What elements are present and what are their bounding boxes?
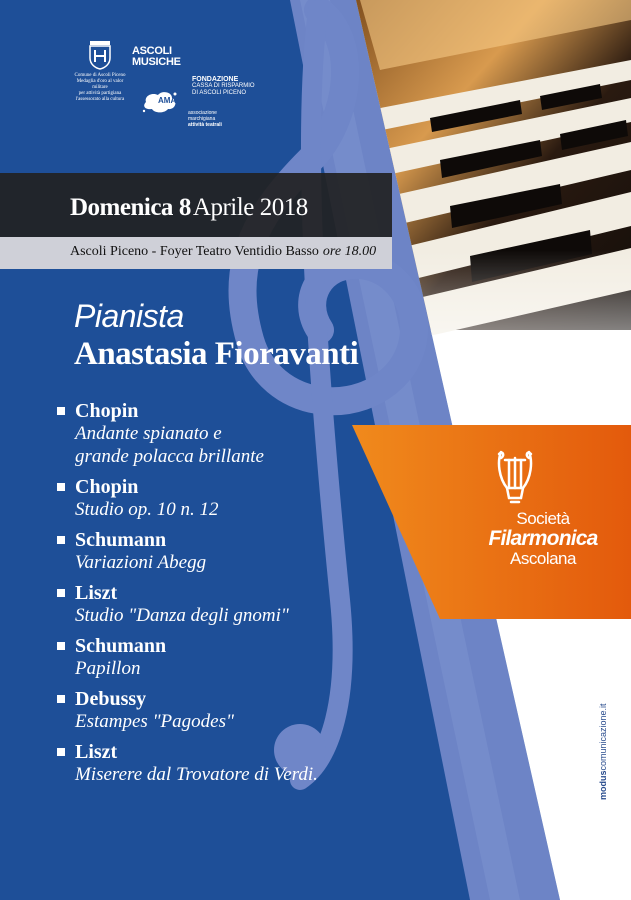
fondazione-logo xyxy=(192,76,255,97)
program-item xyxy=(57,741,318,786)
designer-credit xyxy=(598,703,608,800)
program-work: Studio op. 10 n. 12 xyxy=(75,499,219,520)
sponsor-logos xyxy=(70,40,260,140)
square-bullet-icon xyxy=(57,483,65,491)
square-bullet-icon xyxy=(57,536,65,544)
program-work: Papillon xyxy=(75,658,141,679)
ascoli-musiche-line-2: MUSICHE xyxy=(132,56,181,68)
amat-description xyxy=(188,110,222,128)
organizer-line-2: Filarmonica xyxy=(488,527,598,550)
square-bullet-icon xyxy=(57,589,65,597)
performer-name: Anastasia Fioravanti xyxy=(74,336,359,372)
square-bullet-icon xyxy=(57,695,65,703)
credit-rest: comunicazione.it xyxy=(598,703,608,771)
program-work: Variazioni Abegg xyxy=(75,552,207,573)
program-item xyxy=(57,400,318,468)
organizer-name xyxy=(458,510,628,568)
square-bullet-icon xyxy=(57,407,65,415)
program-composer: Schumann xyxy=(75,529,167,551)
square-bullet-icon xyxy=(57,642,65,650)
comune-medal: Medaglia d'oro al valor militare xyxy=(76,79,124,90)
fondazione-title: FONDAZIONE xyxy=(192,76,239,83)
program-work: Studio "Danza degli gnomi" xyxy=(75,605,289,626)
amat-desc-3: attività teatrali xyxy=(188,122,222,128)
program-work: Estampes "Pagodes" xyxy=(75,711,234,732)
program-work: Andante spianato e xyxy=(75,423,222,444)
event-day: Domenica xyxy=(70,194,173,221)
event-date xyxy=(70,194,308,222)
ascoli-musiche-logo xyxy=(132,46,181,68)
program-composer: Chopin xyxy=(75,400,139,422)
comune-logo xyxy=(70,40,130,103)
comune-name: Comune di Ascoli Piceno xyxy=(74,73,126,78)
event-year: 2018 xyxy=(259,194,308,221)
ascoli-musiche-line-1: ASCOLI xyxy=(132,45,172,57)
lyre-icon xyxy=(495,448,535,504)
amat-desc-1: associazione xyxy=(188,110,217,116)
event-date-number: 8 xyxy=(178,194,191,221)
event-venue xyxy=(70,244,376,260)
square-bullet-icon xyxy=(57,748,65,756)
program-composer: Schumann xyxy=(75,635,167,657)
performer-role: Pianista xyxy=(74,298,184,334)
program-item xyxy=(57,635,318,680)
organizer-line-3: Ascolana xyxy=(510,549,576,568)
program-composer: Chopin xyxy=(75,476,139,498)
amat-name: AMAT xyxy=(158,96,181,105)
fondazione-line-3: DI ASCOLI PICENO xyxy=(192,90,247,96)
amat-logo xyxy=(142,90,181,114)
comune-medal-2: per attività partigiana xyxy=(78,91,122,96)
program-composer: Liszt xyxy=(75,582,118,604)
crest-icon xyxy=(87,40,113,70)
program-composer: Liszt xyxy=(75,741,118,763)
program-work: Miserere dal Trovatore di Verdi. xyxy=(75,764,318,785)
program-item xyxy=(57,476,318,521)
venue-text: Ascoli Piceno - Foyer Teatro Ventidio Basso xyxy=(70,244,319,259)
organizer-line-1: Società xyxy=(516,509,570,528)
program-item xyxy=(57,529,318,574)
event-month: Aprile xyxy=(192,194,254,221)
amat-desc-2: marchigiana xyxy=(188,116,216,122)
credit-bold: modus xyxy=(598,770,608,800)
program-work: grande polacca brillante xyxy=(75,446,264,467)
fondazione-line-2: CASSA DI RISPARMIO xyxy=(192,83,255,89)
program-composer: Debussy xyxy=(75,688,147,710)
comune-sub: l'assessorato alla cultura xyxy=(75,97,125,102)
program-list xyxy=(57,400,318,794)
program-item xyxy=(57,688,318,733)
program-item xyxy=(57,582,318,627)
event-time: ore 18.00 xyxy=(322,244,377,259)
